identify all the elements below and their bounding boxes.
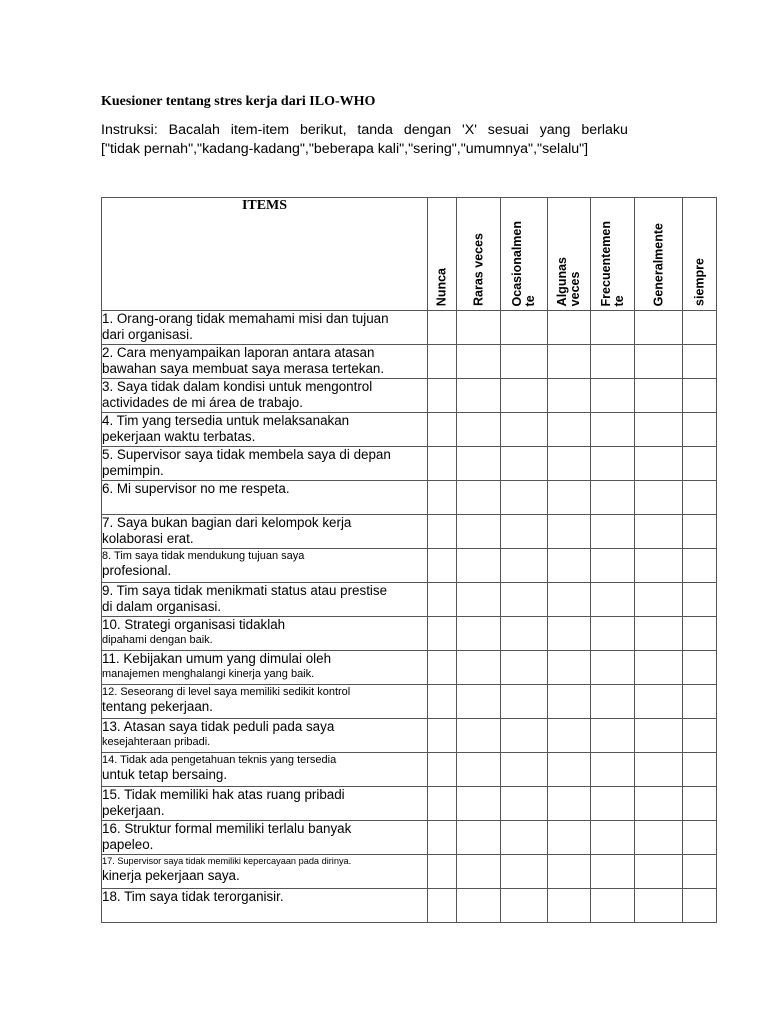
answer-cell[interactable] (457, 583, 501, 617)
answer-cell[interactable] (635, 481, 683, 515)
answer-cell[interactable] (501, 889, 548, 923)
answer-cell[interactable] (591, 617, 635, 651)
answer-cell[interactable] (428, 855, 457, 889)
answer-cell[interactable] (635, 379, 683, 413)
table-row (102, 651, 717, 685)
column-header-label (600, 221, 626, 306)
answer-cell[interactable] (591, 311, 635, 345)
answer-cell[interactable] (683, 345, 717, 379)
column-header (548, 198, 591, 311)
item-text-line: 9. Tim saya tidak menikmati status atau prestise (102, 583, 388, 598)
table-row (102, 379, 717, 413)
answer-cell[interactable] (635, 311, 683, 345)
answer-cell[interactable] (501, 821, 548, 855)
answer-cell[interactable] (428, 787, 457, 821)
column-header-line: Nunca (434, 267, 449, 306)
answer-cell[interactable] (428, 889, 457, 923)
answer-cell[interactable] (591, 889, 635, 923)
answer-cell[interactable] (635, 889, 683, 923)
answer-cell[interactable] (548, 685, 591, 719)
answer-cell[interactable] (548, 413, 591, 447)
item-text-line: kesejahteraan pribadi. (102, 736, 211, 748)
item-text-line: dari organisasi. (102, 327, 193, 342)
item-text-line: 5. Supervisor saya tidak membela saya di depan (102, 447, 391, 462)
answer-cell[interactable] (591, 855, 635, 889)
item-text-line: 7. Saya bukan bagian dari kelompok kerja (102, 515, 352, 530)
answer-cell[interactable] (635, 753, 683, 787)
column-header-line: veces (568, 271, 582, 306)
table-row (102, 617, 717, 651)
answer-cell[interactable] (548, 379, 591, 413)
answer-cell[interactable] (428, 481, 457, 515)
answer-cell[interactable] (457, 481, 501, 515)
column-header-line: Ocasionalmen (510, 220, 524, 306)
column-header-label (472, 233, 485, 306)
answer-cell[interactable] (635, 413, 683, 447)
item-text (102, 821, 428, 855)
item-text (102, 345, 428, 379)
column-header (501, 198, 548, 311)
answer-cell[interactable] (635, 549, 683, 583)
answer-cell[interactable] (548, 753, 591, 787)
item-text-line: 6. Mi supervisor no me respeta. (102, 481, 290, 496)
column-header (457, 198, 501, 311)
item-text-line: pekerjaan waktu terbatas. (102, 429, 256, 444)
answer-cell[interactable] (548, 345, 591, 379)
answer-cell[interactable] (683, 651, 717, 685)
instruction-word: berlaku (581, 122, 628, 138)
answer-cell[interactable] (591, 447, 635, 481)
item-text (102, 685, 428, 719)
answer-cell[interactable] (457, 617, 501, 651)
column-header-label (556, 257, 582, 306)
answer-cell[interactable] (635, 651, 683, 685)
item-text-line: 4. Tim yang tersedia untuk melaksanakan (102, 413, 350, 428)
answer-cell[interactable] (428, 413, 457, 447)
answer-cell[interactable] (457, 345, 501, 379)
answer-cell[interactable] (428, 651, 457, 685)
answer-cell[interactable] (428, 583, 457, 617)
answer-cell[interactable] (428, 719, 457, 753)
item-text-line: 15. Tidak memiliki hak atas ruang pribadi (102, 787, 345, 802)
table-row (102, 787, 717, 821)
answer-cell[interactable] (548, 311, 591, 345)
answer-cell[interactable] (548, 821, 591, 855)
answer-cell[interactable] (428, 617, 457, 651)
answer-cell[interactable] (683, 311, 717, 345)
instruction-word: Instruksi: (101, 122, 158, 138)
document-title: Kuesioner tentang stres kerja dari ILO-WHO (101, 94, 376, 109)
answer-cell[interactable] (457, 651, 501, 685)
item-text-line: 10. Strategi organisasi tidaklah (102, 617, 286, 632)
answer-cell[interactable] (548, 889, 591, 923)
answer-cell[interactable] (501, 481, 548, 515)
table-row (102, 719, 717, 753)
answer-cell[interactable] (457, 515, 501, 549)
item-text-line: di dalam organisasi. (102, 599, 222, 614)
instruction-word: item-item (230, 122, 290, 138)
item-text (102, 549, 428, 583)
instruction-word: berikut, (300, 122, 347, 138)
instruction-word: tanda (357, 122, 393, 138)
answer-cell[interactable] (683, 889, 717, 923)
answer-cell[interactable] (428, 345, 457, 379)
table-row (102, 549, 717, 583)
answer-cell[interactable] (683, 413, 717, 447)
item-text (102, 889, 428, 923)
answer-cell[interactable] (548, 651, 591, 685)
table-header-row (102, 198, 717, 311)
item-text-line: 16. Struktur formal memiliki terlalu banyak (102, 821, 352, 836)
answer-cell[interactable] (548, 481, 591, 515)
item-text (102, 311, 428, 345)
column-header (683, 198, 717, 311)
item-text-line: manajemen menghalangi kinerja yang baik. (102, 668, 315, 680)
answer-cell[interactable] (501, 379, 548, 413)
answer-cell[interactable] (457, 719, 501, 753)
answer-cell[interactable] (591, 685, 635, 719)
answer-cell[interactable] (457, 787, 501, 821)
answer-cell[interactable] (457, 821, 501, 855)
item-text-line: 3. Saya tidak dalam kondisi untuk mengontrol (102, 379, 373, 394)
item-text-line: pekerjaan. (102, 803, 165, 818)
answer-cell[interactable] (683, 549, 717, 583)
instruction-text (101, 121, 628, 159)
answer-cell[interactable] (501, 515, 548, 549)
column-header-label (652, 223, 665, 306)
answer-cell[interactable] (683, 617, 717, 651)
answer-cell[interactable] (683, 719, 717, 753)
item-text-line: 17. Supervisor saya tidak memiliki kepercayaan pada dirinya. (102, 856, 352, 866)
answer-cell[interactable] (428, 753, 457, 787)
instruction-word: dengan (403, 122, 452, 138)
item-text-line: 18. Tim saya tidak terorganisir. (102, 889, 284, 904)
answer-cell[interactable] (683, 515, 717, 549)
answer-cell[interactable] (683, 855, 717, 889)
answer-cell[interactable] (457, 889, 501, 923)
instruction-word: Bacalah (168, 122, 220, 138)
answer-cell[interactable] (635, 719, 683, 753)
answer-cell[interactable] (683, 379, 717, 413)
column-header-line: Raras veces (471, 233, 485, 306)
table-row (102, 413, 717, 447)
answer-cell[interactable] (457, 413, 501, 447)
answer-cell[interactable] (457, 685, 501, 719)
answer-cell[interactable] (591, 481, 635, 515)
answer-cell[interactable] (501, 447, 548, 481)
answer-cell[interactable] (428, 821, 457, 855)
answer-cell[interactable] (683, 447, 717, 481)
answer-cell[interactable] (635, 685, 683, 719)
item-text-line: pemimpin. (102, 463, 164, 478)
answer-cell[interactable] (428, 447, 457, 481)
item-text (102, 753, 428, 787)
answer-cell[interactable] (635, 787, 683, 821)
answer-cell[interactable] (501, 549, 548, 583)
table-row (102, 753, 717, 787)
column-header-label (436, 268, 449, 306)
item-text-line: untuk tetap bersaing. (102, 767, 228, 782)
answer-cell[interactable] (635, 447, 683, 481)
item-text (102, 617, 428, 651)
instruction-word: 'X' (462, 122, 477, 138)
answer-cell[interactable] (683, 583, 717, 617)
answer-cell[interactable] (501, 311, 548, 345)
answer-cell[interactable] (501, 413, 548, 447)
item-text-line: actividades de mi área de trabajo. (102, 395, 303, 410)
answer-cell[interactable] (591, 821, 635, 855)
column-header-label (511, 221, 537, 306)
item-text (102, 787, 428, 821)
answer-cell[interactable] (501, 787, 548, 821)
item-text (102, 651, 428, 685)
item-text (102, 719, 428, 753)
column-header-line: Generalmente (651, 222, 665, 306)
item-text-line: kinerja pekerjaan saya. (102, 868, 240, 883)
item-text-line: kolaborasi erat. (102, 531, 194, 546)
answer-cell[interactable] (548, 549, 591, 583)
answer-cell[interactable] (591, 379, 635, 413)
answer-cell[interactable] (501, 345, 548, 379)
answer-cell[interactable] (591, 719, 635, 753)
answer-cell[interactable] (683, 787, 717, 821)
table-row (102, 821, 717, 855)
answer-cell[interactable] (501, 685, 548, 719)
item-text-line: 1. Orang-orang tidak memahami misi dan tujuan (102, 311, 389, 326)
answer-cell[interactable] (501, 855, 548, 889)
table-row (102, 685, 717, 719)
item-text (102, 583, 428, 617)
answer-cell[interactable] (683, 753, 717, 787)
item-text-line: 13. Atasan saya tidak peduli pada saya (102, 719, 335, 734)
answer-cell[interactable] (683, 685, 717, 719)
answer-cell[interactable] (428, 515, 457, 549)
item-text-line: 11. Kebijakan umum yang dimulai oleh (102, 651, 332, 666)
answer-cell[interactable] (457, 753, 501, 787)
answer-cell[interactable] (591, 787, 635, 821)
table-row (102, 515, 717, 549)
answer-cell[interactable] (548, 583, 591, 617)
column-header (428, 198, 457, 311)
answer-cell[interactable] (501, 753, 548, 787)
table-row (102, 583, 717, 617)
answer-cell[interactable] (457, 855, 501, 889)
item-text-line: 2. Cara menyampaikan laporan antara atasan (102, 345, 375, 360)
item-text-line: bawahan saya membuat saya merasa tertekan. (102, 361, 385, 376)
table-row (102, 889, 717, 923)
answer-cell[interactable] (428, 685, 457, 719)
answer-cell[interactable] (635, 515, 683, 549)
item-text (102, 447, 428, 481)
instruction-word: sesuai (487, 122, 529, 138)
table-row (102, 345, 717, 379)
column-header (591, 198, 635, 311)
item-text-line: 12. Seseorang di level saya memiliki sedikit kontrol (102, 686, 351, 698)
answer-cell[interactable] (591, 345, 635, 379)
answer-cell[interactable] (683, 481, 717, 515)
instruction-word: yang (539, 122, 571, 138)
answer-cell[interactable] (635, 583, 683, 617)
column-header-line: te (523, 294, 537, 306)
answer-cell[interactable] (428, 379, 457, 413)
column-header-line: te (611, 294, 626, 306)
table-row (102, 311, 717, 345)
item-text-line: 14. Tidak ada pengetahuan teknis yang tersedia (102, 754, 337, 766)
answer-cell[interactable] (591, 515, 635, 549)
item-text (102, 413, 428, 447)
answer-cell[interactable] (591, 651, 635, 685)
answer-cell[interactable] (457, 311, 501, 345)
column-header (635, 198, 683, 311)
answer-cell[interactable] (548, 787, 591, 821)
column-header-label (693, 258, 706, 306)
questionnaire-table (101, 197, 717, 923)
answer-cell[interactable] (428, 549, 457, 583)
column-header-line: siempre (692, 258, 706, 306)
table-row (102, 447, 717, 481)
instruction-line-1 (101, 121, 628, 140)
items-header: ITEMS (102, 198, 428, 311)
answer-cell[interactable] (428, 311, 457, 345)
answer-cell[interactable] (635, 345, 683, 379)
answer-cell[interactable] (548, 515, 591, 549)
column-header-line: Algunas (555, 256, 569, 306)
answer-cell[interactable] (501, 583, 548, 617)
answer-cell[interactable] (501, 651, 548, 685)
answer-cell[interactable] (548, 447, 591, 481)
answer-cell[interactable] (591, 413, 635, 447)
answer-cell[interactable] (635, 855, 683, 889)
answer-cell[interactable] (501, 617, 548, 651)
column-header-line: Frecuentemen (598, 220, 613, 306)
answer-cell[interactable] (457, 379, 501, 413)
item-text (102, 515, 428, 549)
answer-cell[interactable] (591, 753, 635, 787)
item-text (102, 379, 428, 413)
table-row (102, 481, 717, 515)
answer-cell[interactable] (457, 549, 501, 583)
answer-cell[interactable] (635, 617, 683, 651)
instruction-line-2: ["tidak pernah","kadang-kadang","beberapa kali","sering","umumnya","selalu"] (101, 141, 589, 157)
item-text-line: 8. Tim saya tidak mendukung tujuan saya (102, 550, 305, 562)
item-text (102, 481, 428, 515)
table-row (102, 855, 717, 889)
answer-cell[interactable] (548, 617, 591, 651)
answer-cell[interactable] (635, 821, 683, 855)
answer-cell[interactable] (591, 549, 635, 583)
answer-cell[interactable] (457, 447, 501, 481)
answer-cell[interactable] (548, 719, 591, 753)
answer-cell[interactable] (683, 821, 717, 855)
item-text-line: papeleo. (102, 837, 154, 852)
item-text-line: dipahami dengan baik. (102, 634, 213, 646)
item-text-line: profesional. (102, 563, 172, 578)
answer-cell[interactable] (501, 719, 548, 753)
item-text (102, 855, 428, 889)
item-text-line: tentang pekerjaan. (102, 699, 213, 714)
answer-cell[interactable] (548, 855, 591, 889)
answer-cell[interactable] (591, 583, 635, 617)
